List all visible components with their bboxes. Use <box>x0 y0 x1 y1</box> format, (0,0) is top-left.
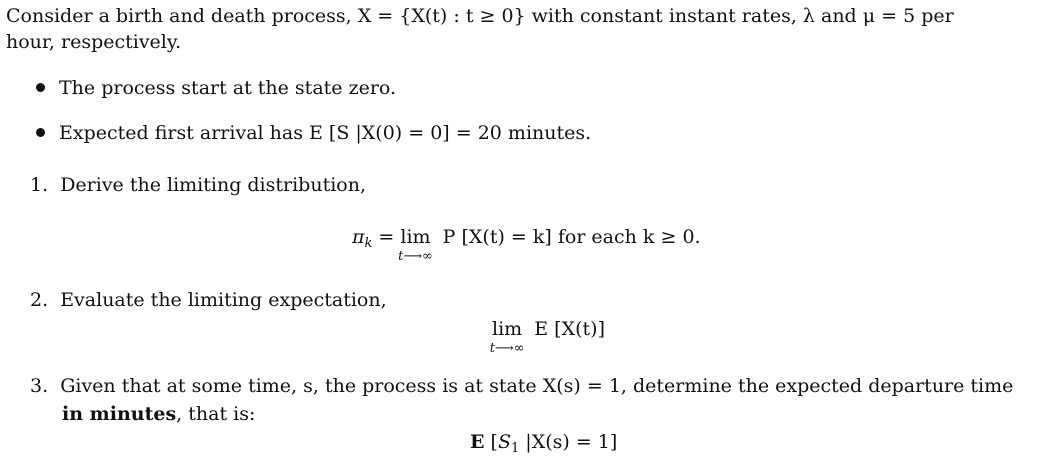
item-1-question <box>30 173 366 197</box>
item-1-formula <box>352 225 701 264</box>
intro-line-2 <box>6 30 181 54</box>
formula-rest: |X(s) = 1] <box>519 431 618 453</box>
formula-right: P [X(t) = k] for each k ≥ 0. <box>442 226 701 248</box>
lim-word: lim <box>492 318 523 340</box>
item-3-question <box>30 374 1013 398</box>
expectation-symbol: E <box>470 431 485 453</box>
item-2-question <box>30 288 387 312</box>
lim-word: lim <box>400 226 431 248</box>
bullet-text-1: The process start at the state zero. <box>59 77 397 99</box>
item-3-formula: E [$S_1$ |X(s) = 1] <box>470 431 618 456</box>
equals-sign: = <box>372 226 401 248</box>
s-symbol: S <box>497 431 511 453</box>
bullet-dot-icon <box>36 83 45 92</box>
limit-operator <box>398 225 433 264</box>
s-subscript: 1 <box>510 441 520 456</box>
bullet-dot-icon <box>36 128 45 137</box>
pi-subscript: k <box>364 236 373 251</box>
item-3-question-cont <box>62 402 255 426</box>
item-1-text: Derive the limiting distribution, <box>60 174 367 196</box>
bullet-item-1 <box>36 76 396 100</box>
item-1-number: 1. <box>30 174 49 196</box>
lim-subscript: t⟶∞ <box>398 249 433 264</box>
item-2-text: Evaluate the limiting expectation, <box>60 289 387 311</box>
item-2-number: 2. <box>30 289 49 311</box>
lim-subscript: t⟶∞ <box>489 341 525 356</box>
formula-right: E [X(t)] <box>534 318 605 340</box>
bullet-text-2: Expected first arrival has E [S |X(0) = 0] = 20 minutes. <box>59 122 592 144</box>
item-3-number: 3. <box>30 375 49 397</box>
item-3-text-rest: , that is: <box>176 403 256 425</box>
item-2-formula <box>489 317 605 356</box>
item-3-text: Given that at some time, s, the process is at state X(s) = 1, determine the expected departure time <box>60 375 1014 397</box>
item-3-bold-phrase: in minutes <box>62 403 177 425</box>
intro-line-1 <box>6 4 954 28</box>
bullet-item-2 <box>36 121 591 145</box>
limit-operator <box>489 317 525 356</box>
intro-text-1: Consider a birth and death process, X = {X(t) : t ≥ 0} with constant instant rates, λ and μ = 5 per <box>6 5 954 27</box>
intro-text-2: hour, respectively. <box>6 31 182 53</box>
pi-symbol: π <box>352 226 365 248</box>
